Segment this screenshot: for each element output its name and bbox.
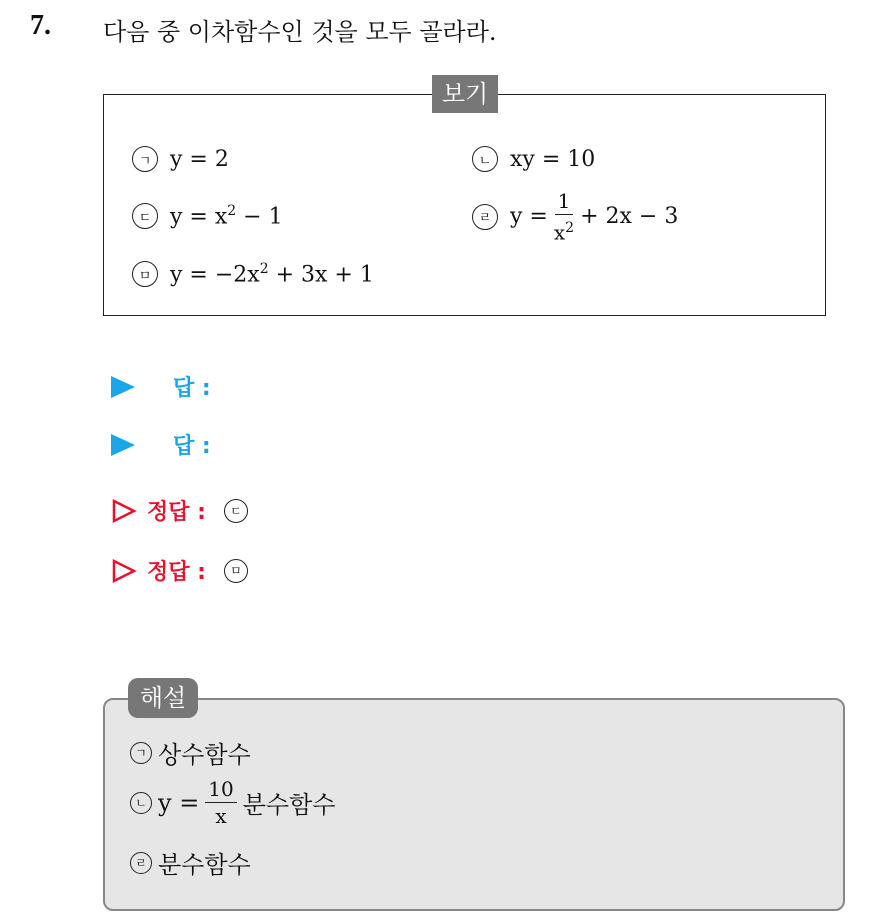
fraction-numerator: 1 bbox=[555, 188, 574, 215]
item-mark: ㄱ bbox=[130, 742, 152, 764]
fraction-denominator: $x^2$ bbox=[553, 220, 575, 245]
question-number: 7. bbox=[30, 10, 51, 41]
item-mark: ㄷ bbox=[132, 203, 158, 229]
answer-label: 답 : bbox=[173, 376, 211, 401]
solution-text: 분수함수 bbox=[158, 851, 251, 879]
fraction bbox=[554, 188, 574, 246]
correct-answer-1 bbox=[111, 495, 248, 526]
item-mark: ㄱ bbox=[132, 146, 158, 172]
correct-answer-2 bbox=[111, 555, 248, 586]
bogi-item-5 bbox=[132, 261, 374, 287]
bogi-item-1 bbox=[132, 146, 229, 172]
correct-answer-label: 정답 : bbox=[147, 500, 206, 525]
item-expr: y = 2 bbox=[170, 146, 229, 172]
outline-triangle-icon bbox=[111, 498, 137, 524]
item-mark: ㅁ bbox=[132, 261, 158, 287]
solution-text: 분수함수 bbox=[242, 791, 336, 819]
bogi-label: 보기 bbox=[432, 75, 498, 113]
bogi-item-4 bbox=[472, 188, 678, 246]
question-text: 다음 중 이차함수인 것을 모두 골라라. bbox=[103, 18, 497, 46]
fraction-numerator: 10 bbox=[205, 776, 236, 803]
correct-answer-value: ㄷ bbox=[224, 499, 248, 523]
item-mark: ㄴ bbox=[130, 792, 152, 814]
fraction-denominator: x bbox=[215, 804, 227, 828]
outline-triangle-icon bbox=[111, 558, 137, 584]
item-mark: ㄹ bbox=[472, 204, 498, 230]
answer-blank-1[interactable] bbox=[111, 371, 211, 402]
bogi-item-3 bbox=[132, 203, 283, 229]
play-triangle-icon bbox=[111, 376, 135, 398]
item-mark: ㄴ bbox=[472, 146, 498, 172]
item-expr-lhs: y = bbox=[510, 204, 548, 230]
fraction bbox=[205, 776, 236, 829]
item-expr: $y = x^2 - 1$ bbox=[170, 203, 283, 230]
solution-line-2 bbox=[130, 776, 336, 829]
bogi-item-2 bbox=[472, 146, 595, 172]
solution-line-1 bbox=[130, 735, 251, 770]
solution-expr-lhs: y = bbox=[158, 788, 200, 817]
answer-label: 답 : bbox=[173, 434, 211, 459]
play-triangle-icon bbox=[111, 434, 135, 456]
solution-line-3 bbox=[130, 845, 251, 880]
item-mark: ㄹ bbox=[130, 852, 152, 874]
solution-label: 해설 bbox=[128, 678, 198, 718]
answer-blank-2[interactable] bbox=[111, 429, 211, 460]
item-expr-rhs: + 2x − 3 bbox=[580, 204, 679, 230]
correct-answer-value: ㅁ bbox=[224, 559, 248, 583]
item-expr: $y = -2x^2 + 3x + 1$ bbox=[170, 261, 374, 288]
item-expr: xy = 10 bbox=[510, 146, 596, 172]
solution-text: 상수함수 bbox=[158, 741, 251, 769]
correct-answer-label: 정답 : bbox=[147, 560, 206, 585]
